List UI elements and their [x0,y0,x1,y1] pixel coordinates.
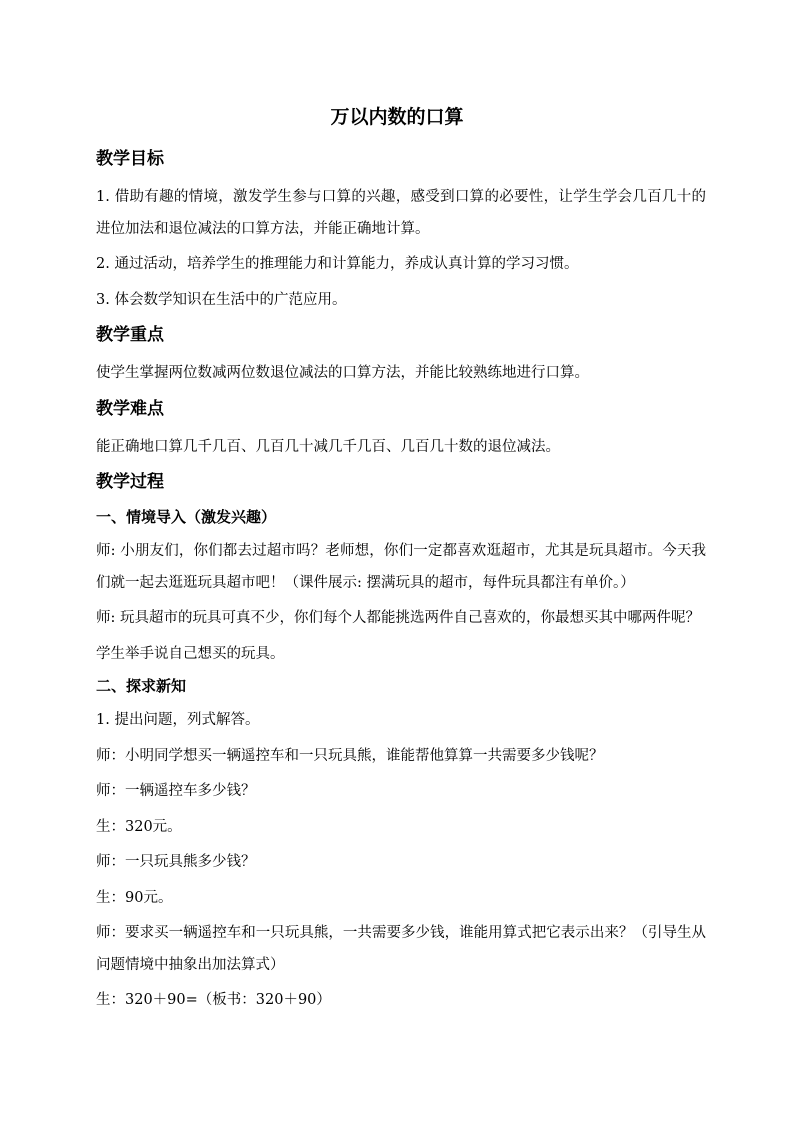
document-body [96,146,706,1021]
dialog-line: 师：一辆遥控车多少钱？ [96,783,256,799]
page-title: 万以内数的口算 [330,106,464,128]
heading-teaching-process: 教学过程 [96,472,164,492]
dialog-line: 师: 玩具超市的玩具可真不少，你们每个人都能挑选两件自己喜欢的，你最想买其中哪两件呢？ [96,610,700,626]
dialog-line: 生：320＋90=（板书：320＋90） [96,992,331,1008]
dialog-line: 师：小明同学想买一辆遥控车和一只玩具熊，谁能帮他算算一共需要多少钱呢？ [96,747,604,764]
dialog-line: 师：一只玩具熊多少钱？ [96,854,256,870]
key-points-text: 使学生掌握两位数减两位数退位减法的口算方法，并能比较熟练地进行口算。 [96,365,589,381]
subheading-explore-new: 二、探求新知 [96,677,187,695]
dialog-line: 师：要求买一辆遥控车和一只玩具熊，一共需要多少钱，谁能用算式把它表示出来？（引导生从问题情境中抽象出加法算式） [96,925,706,973]
difficulties-text: 能正确地口算几千几百、几百几十减几千几百、几百几十数的退位减法。 [96,438,560,455]
heading-key-points: 教学重点 [96,325,164,345]
dialog-line: 师: 小朋友们，你们都去过超市吗？老师想，你们一定都喜欢逛超市，尤其是玩具超市。今天我们就一起去逛逛玩具超市吧！（课件展示: 摆满玩具的超市，每件玩具都注有单价。） [96,543,706,591]
goal-item-3: 3. 体会数学知识在生活中的广范应用。 [96,291,347,308]
dialog-line: 生：320元。 [96,818,182,835]
heading-difficulties: 教学难点 [96,398,164,419]
goal-item-2: 2. 通过活动，培养学生的推理能力和计算能力，养成认真计算的学习习惯。 [96,256,579,272]
dialog-line: 学生举手说自己想买的玩具。 [96,645,285,662]
dialog-line: 生：90元。 [96,889,173,906]
subheading-situation-intro: 一、情境导入（激发兴趣） [96,508,277,526]
heading-teaching-goals: 教学目标 [96,149,164,169]
dialog-line: 1. 提出问题，列式解答。 [96,712,260,728]
goal-item-1: 1. 借助有趣的情境，激发学生参与口算的兴趣，感受到口算的必要性，让学生学会几百几十的进位加法和退位减法的口算方法，并能正确地计算。 [96,189,706,237]
